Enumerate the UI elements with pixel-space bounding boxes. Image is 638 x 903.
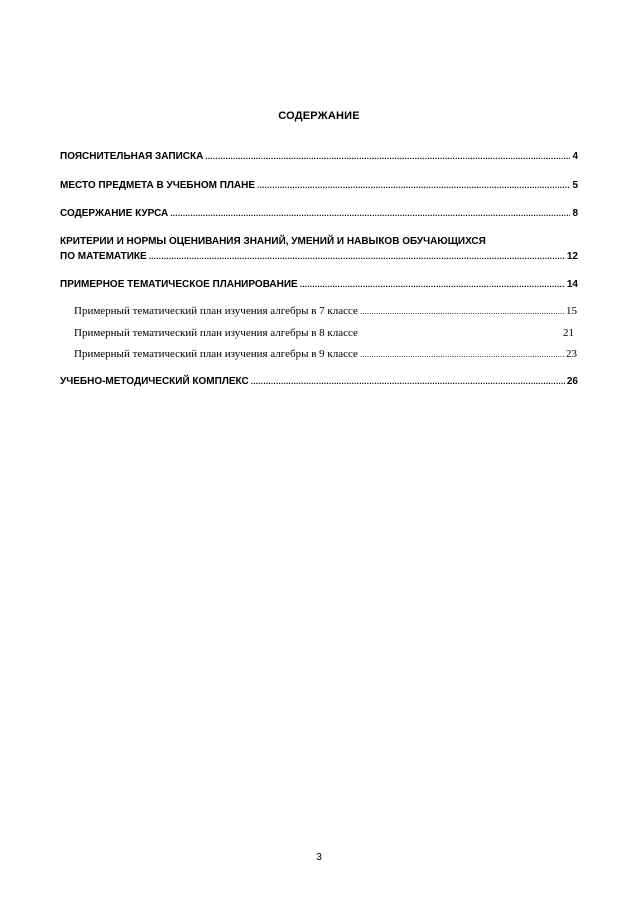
toc-subentry-grade9[interactable] xyxy=(74,348,577,360)
toc-entry-label: ПОЯСНИТЕЛЬНАЯ ЗАПИСКА xyxy=(60,151,204,162)
toc-leader xyxy=(300,279,565,290)
toc-leader xyxy=(205,151,570,162)
toc-entry-criteria[interactable] xyxy=(60,251,578,262)
toc-page-number: 23 xyxy=(566,348,577,360)
toc-leader xyxy=(149,251,565,262)
toc-entry-label: СОДЕРЖАНИЕ КУРСА xyxy=(60,208,169,219)
toc-leader xyxy=(360,348,564,360)
toc-entry-label: Примерный тематический план изучения алгебры в 7 классе xyxy=(74,305,358,317)
toc-page-number: 26 xyxy=(566,376,578,387)
toc-entry-thematic-planning[interactable] xyxy=(60,279,578,290)
toc-entry-criteria-line1[interactable]: КРИТЕРИИ И НОРМЫ ОЦЕНИВАНИЯ ЗНАНИЙ, УМЕНИЙ И НАВЫКОВ ОБУЧАЮЩИХСЯ xyxy=(60,236,486,247)
toc-page-number: 4 xyxy=(572,151,578,162)
toc-leader xyxy=(251,376,565,387)
toc-leader xyxy=(360,305,564,317)
toc-page-number: 21 xyxy=(563,327,574,339)
page-title: СОДЕРЖАНИЕ xyxy=(278,110,360,122)
toc-entry-explanatory-note[interactable] xyxy=(60,151,578,162)
toc-page-number: 12 xyxy=(566,251,578,262)
toc-entry-subject-place[interactable] xyxy=(60,180,578,191)
page-number: 3 xyxy=(316,852,322,863)
toc-entry-label: ПО МАТЕМАТИКЕ xyxy=(60,251,147,262)
toc-page-number: 5 xyxy=(572,180,578,191)
toc-leader xyxy=(257,180,570,191)
toc-entry-teaching-complex[interactable] xyxy=(60,376,578,387)
toc-entry-label: ПРИМЕРНОЕ ТЕМАТИЧЕСКОЕ ПЛАНИРОВАНИЕ xyxy=(60,279,298,290)
toc-entry-course-content[interactable] xyxy=(60,208,578,219)
toc-entry-label: УЧЕБНО-МЕТОДИЧЕСКИЙ КОМПЛЕКС xyxy=(60,376,249,387)
toc-subentry-grade7[interactable] xyxy=(74,305,577,317)
toc-page-number: 14 xyxy=(566,279,578,290)
toc-subentry-grade8[interactable] xyxy=(74,327,574,339)
toc-leader xyxy=(170,208,570,219)
toc-entry-label: Примерный тематический план изучения алгебры в 9 классе xyxy=(74,348,358,360)
toc-entry-label: Примерный тематический план изучения алгебры в 8 классе xyxy=(74,327,358,339)
toc-page-number: 15 xyxy=(566,305,577,317)
toc-entry-label: МЕСТО ПРЕДМЕТА В УЧЕБНОМ ПЛАНЕ xyxy=(60,180,256,191)
toc-page-number: 8 xyxy=(572,208,578,219)
